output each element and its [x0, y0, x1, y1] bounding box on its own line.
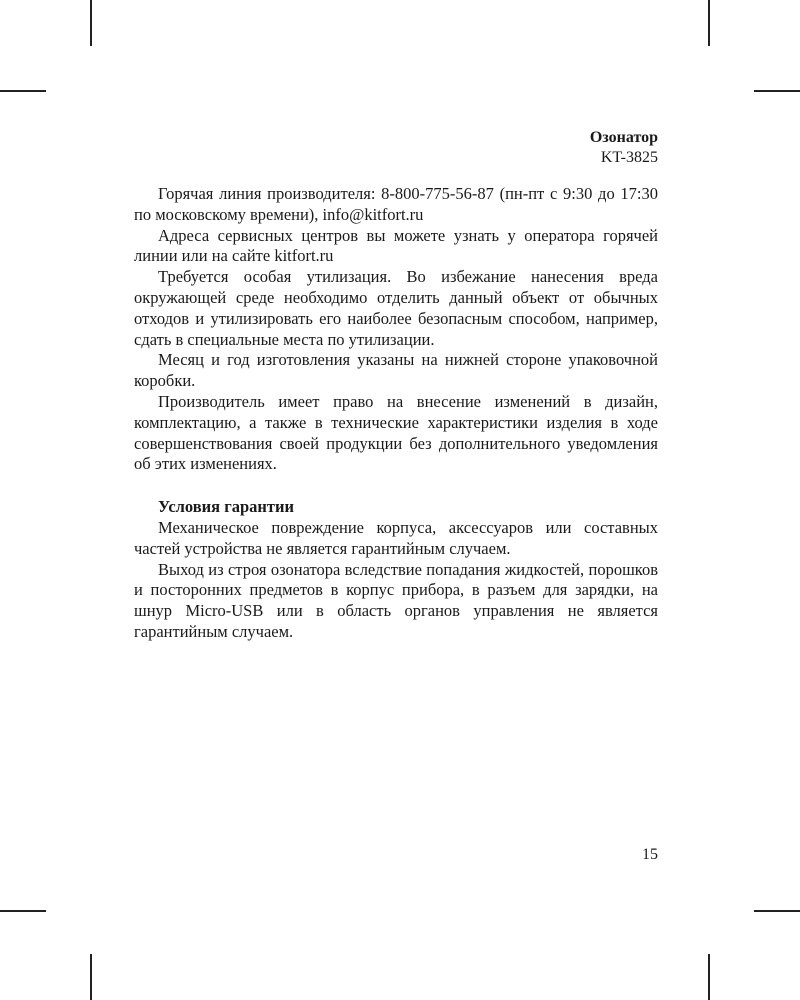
page-content: [134, 184, 658, 643]
crop-mark-bottom-left: [90, 954, 92, 1000]
service-centers-paragraph: Адреса сервисных центров вы можете узнать у оператора горячей линии или на сайте kitfort.ru: [134, 225, 658, 266]
crop-mark-right-bottom: [754, 910, 800, 912]
warranty-title: Условия гарантии: [158, 497, 295, 517]
crop-mark-right-top: [754, 90, 800, 92]
page-header: [590, 128, 658, 168]
crop-mark-left-bottom: [0, 910, 46, 912]
warranty-paragraph-liquids: Выход из строя озонатора вследствие попадания жидкостей, порошков и посторонних предметов в корпус прибора, в разъем для зарядки, на шнур Micro-USB или в область органов управления не является гарантийным случаем.: [134, 559, 658, 641]
crop-mark-left-top: [0, 90, 46, 92]
product-title: Озонатор: [589, 129, 658, 146]
disposal-paragraph: Требуется особая утилизация. Во избежание нанесения вреда окружающей среде необходимо отделить данный объект от обычных отходов и утилизировать его наиболее безопасным способом, например, сдать в специальные места по утилизации.: [134, 267, 658, 349]
product-model: KT-3825: [600, 149, 658, 166]
crop-mark-top-left: [90, 0, 92, 46]
changes-notice-paragraph: Производитель имеет право на внесение изменений в дизайн, комплектацию, а также в технические характеристики изделия в ходе совершенствования своей продукции без дополнительного уведомления об этих изменениях.: [134, 391, 658, 474]
crop-mark-top-right: [708, 0, 710, 46]
manufacture-date-paragraph: Месяц и год изготовления указаны на нижней стороне упаковочной коробки.: [134, 350, 658, 391]
crop-mark-bottom-right: [708, 954, 710, 1000]
hotline-paragraph: Горячая линия производителя: 8-800-775-56-87 (пн-пт с 9:30 до 17:30 по московскому времени), info@kitfort.ru: [134, 184, 658, 224]
page-number: 15: [642, 846, 658, 863]
warranty-paragraph-mechanical: Механическое повреждение корпуса, аксессуаров или составных частей устройства не является гарантийным случаем.: [134, 517, 658, 558]
